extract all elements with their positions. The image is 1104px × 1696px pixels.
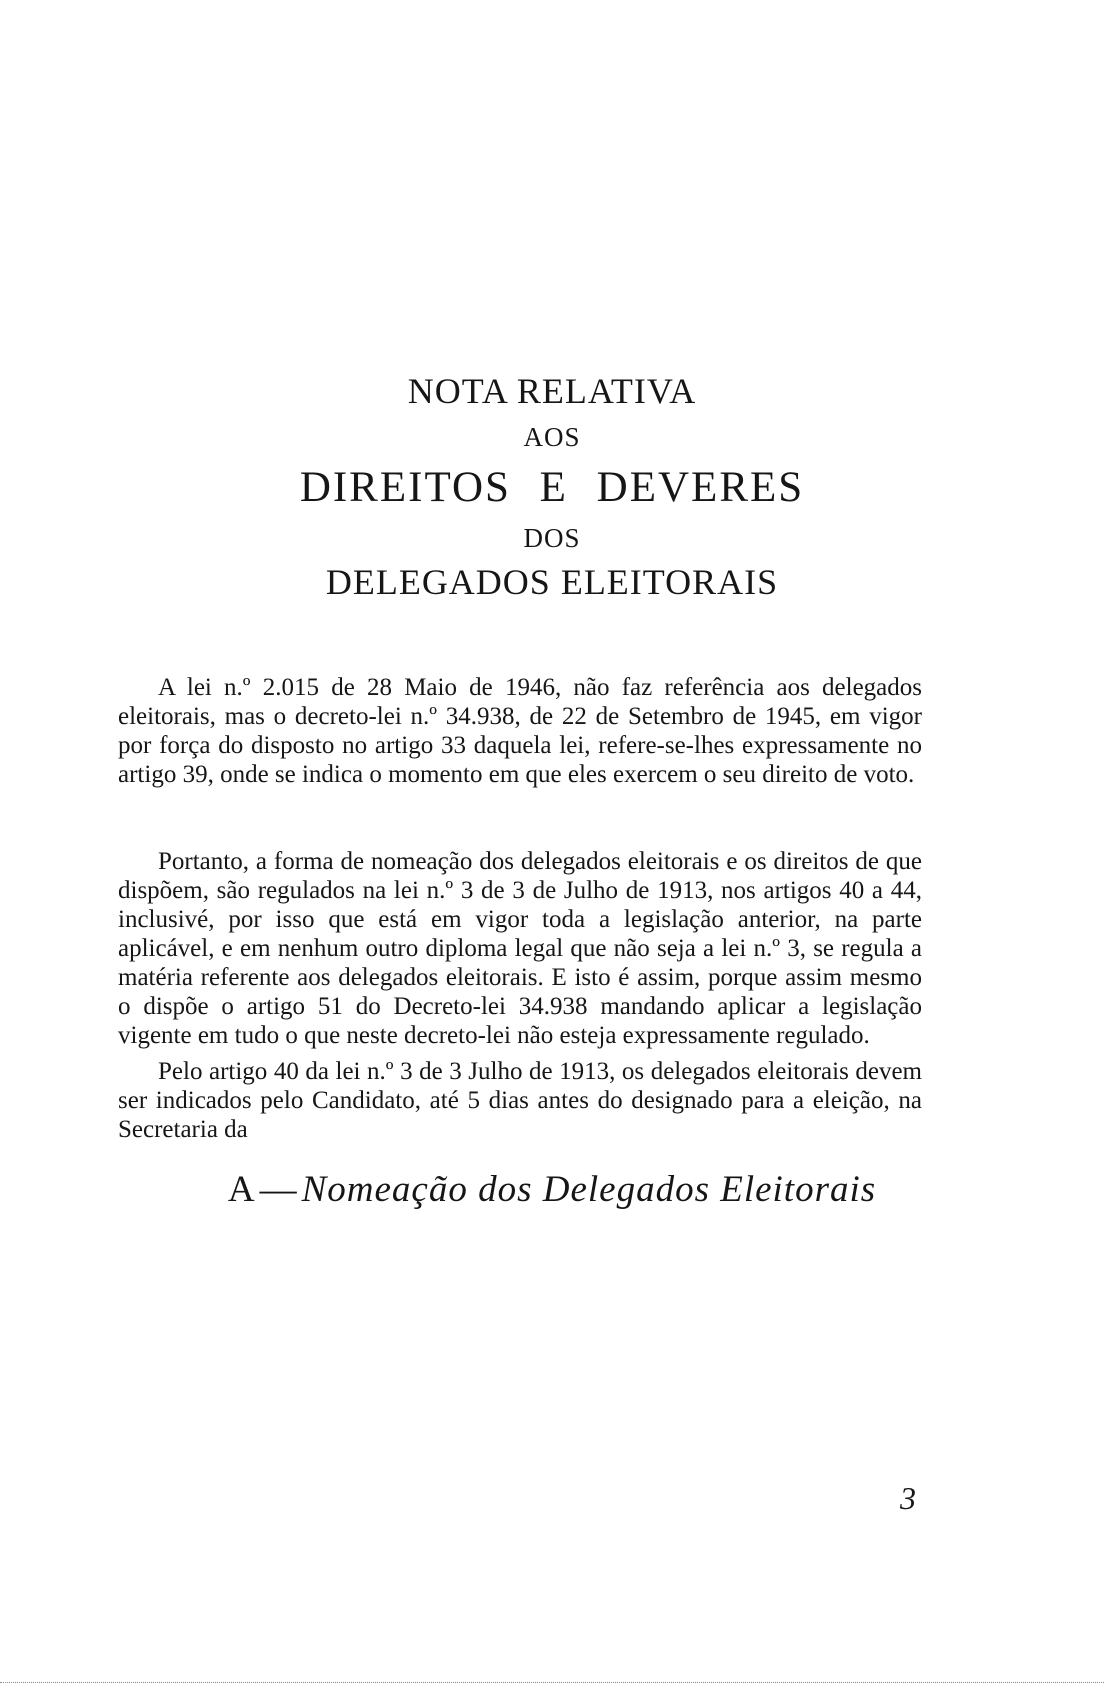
paragraph-lei-2015: A lei n.º 2.015 de 28 Maio de 1946, não faz referência aos delegados eleitorais, mas o decreto-lei n.º 34.938, de 22 de Setembro de 1945, em vigor por força do disposto no artigo 33 daquela lei, refere-se-lhes expressamente no artigo 39, onde se indica o momento em que eles exercem o seu direito de voto. <box>118 674 922 788</box>
section-letter: A <box>227 1169 256 1210</box>
scan-edge-line <box>0 1682 1104 1683</box>
title-line-delegados-eleitorais: DELEGADOS ELEITORAIS <box>325 562 779 602</box>
title-line-aos: AOS <box>523 422 581 452</box>
section-heading-nomeacao <box>0 1168 1104 1211</box>
section-title: Nomeação dos Delegados Eleitorais <box>301 1169 877 1210</box>
section-dash: — <box>259 1169 298 1210</box>
title-line-nota-relativa: NOTA RELATIVA <box>407 371 697 411</box>
paragraph-portanto: Portanto, a forma de nomeação dos delegados eleitorais e os direitos de que dispõem, são regulados na lei n.º 3 de 3 de Julho de 1913, nos artigos 40 a 44, inclusivé, por isso que está em vigor toda a legislação anterior, na parte aplicável, e em nenhum outro diploma legal que não seja a lei n.º 3, se regula a matéria referente aos delegados eleitorais. E isto é assim, porque assim mesmo o dispõe o artigo 51 do Decreto-lei 34.938 mandando aplicar a legislação vigente em tudo o que neste decreto-lei não esteja expressamente regulado. <box>118 848 922 1049</box>
title-line-dos: DOS <box>523 523 581 553</box>
title-line-direitos-e-deveres: DIREITOS E DEVERES <box>299 464 805 511</box>
paragraph-artigo-40: Pelo artigo 40 da lei n.º 3 de 3 Julho de 1913, os delegados eleitorais devem ser indicados pelo Candidato, até 5 dias antes do designado para a eleição, na Secretaria da <box>118 1058 922 1143</box>
page-number: 3 <box>900 1480 916 1516</box>
